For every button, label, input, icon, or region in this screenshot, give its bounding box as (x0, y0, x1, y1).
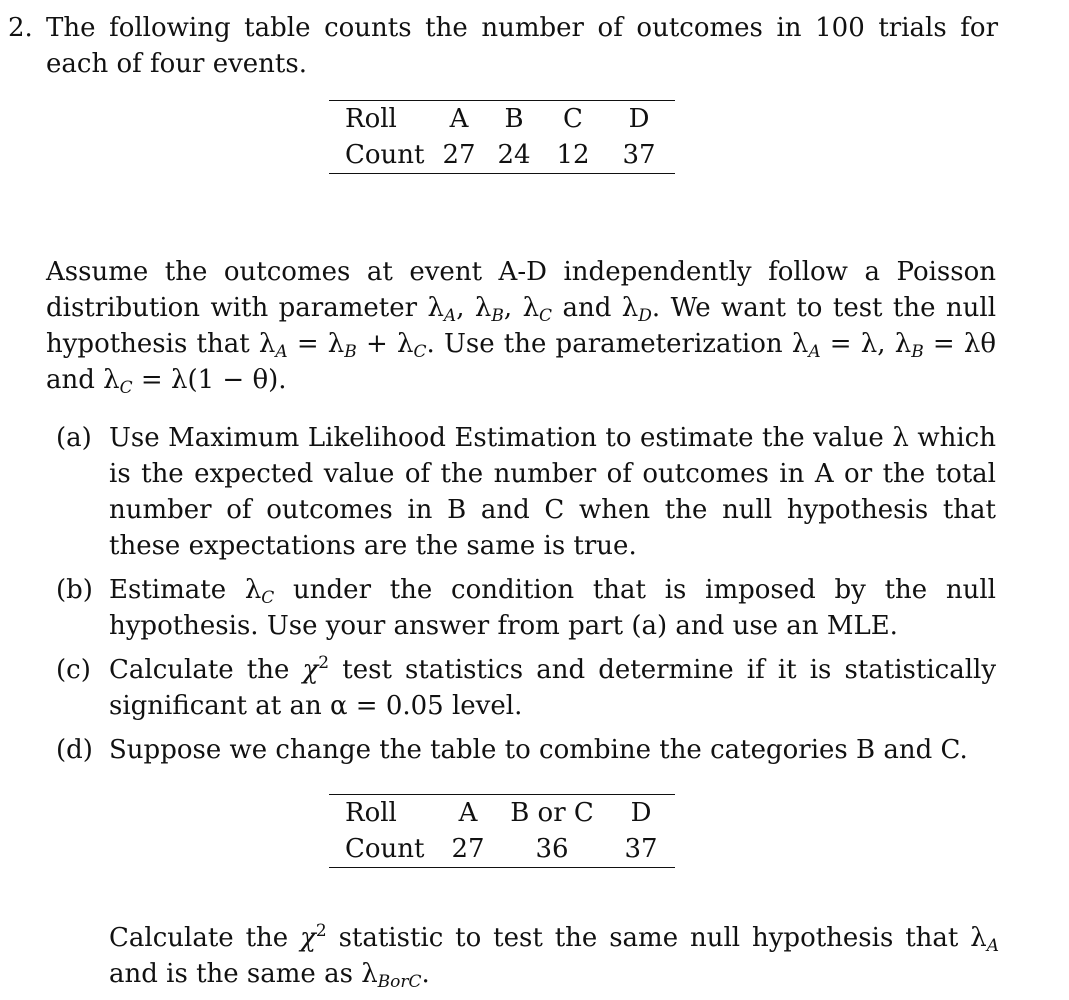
table-header-cell: D (628, 104, 650, 134)
combined-count-table (329, 794, 675, 868)
subpart-a (0, 420, 996, 564)
table-cell: 27 (442, 140, 476, 170)
assumption-text: . We want to test the null hypothesis that (46, 293, 997, 359)
lambda-b-symbol: $\lambda_B$, (474, 293, 513, 326)
subpart-text: test statistics and determine if it is statistically significant at an (109, 655, 997, 721)
table-header-row (329, 795, 675, 832)
subpart-b (0, 572, 996, 644)
subpart-text: Use Maximum Likelihood Estimation to estimate the value λ which is the expected value of the number of outcomes in A or the total number of outcomes in B and C when the null hypothesis that these expectations are the same is true. (109, 423, 996, 561)
param-lambda-c: $\lambda_C = \lambda(1 - \theta)$. (103, 365, 287, 398)
table-cell: 27 (451, 834, 485, 864)
chi-squared-symbol: $\chi^2$ (300, 921, 327, 953)
subpart-label: (a) (56, 423, 92, 453)
outcome-count-table (329, 100, 675, 174)
param-lambda-a: $\lambda_A = \lambda$, (791, 329, 886, 362)
lambda-d-symbol: $\lambda_D$ (621, 293, 652, 326)
table-header-cell: B or C (510, 798, 594, 828)
table-row (329, 831, 675, 868)
problem-2 (0, 10, 1000, 82)
table-cell: 12 (556, 140, 590, 170)
null-hypothesis-equation: $\lambda_A = \lambda_B + \lambda_C$ (258, 329, 427, 362)
lambda-c-symbol: $\lambda_C$ (244, 575, 275, 608)
subpart-label: (d) (56, 735, 93, 765)
param-lambda-b: $\lambda_B = \lambda\theta$ (894, 329, 997, 362)
chi-squared-symbol: $\chi^2$ (302, 653, 330, 685)
assumption-paragraph (46, 254, 996, 398)
subpart-text: Calculate the (109, 655, 290, 685)
lambda-c-symbol: $\lambda_C$ (522, 293, 553, 326)
table-cell: 37 (624, 834, 658, 864)
lambda-a-symbol: $\lambda_A$ (970, 923, 1000, 956)
table-header-cell: C (563, 104, 583, 134)
final-text: Calculate the (109, 923, 289, 953)
table-header-cell: A (449, 104, 469, 134)
table-cell: Count (345, 140, 425, 170)
table-header-row (329, 101, 675, 138)
table-cell: 36 (535, 834, 569, 864)
subpart-c (0, 652, 996, 724)
assumption-text: and (562, 293, 612, 323)
subpart-label: (b) (56, 575, 93, 605)
subpart-text: Suppose we change the table to combine the categories B and C. (109, 735, 968, 765)
alpha-level: α = 0.05 (329, 691, 444, 721)
table-row (329, 137, 675, 174)
table-header-cell: B (504, 104, 524, 134)
problem-intro (0, 10, 998, 82)
intro-text: The following table counts the number of outcomes in 100 trials for each of four events. (46, 13, 998, 79)
table-header-cell: A (458, 798, 478, 828)
table-cell: 24 (497, 140, 531, 170)
subpart-text: Estimate (109, 575, 227, 605)
table-cell: 37 (622, 140, 656, 170)
assumption-text: and (46, 365, 95, 395)
subpart-label: (c) (56, 655, 91, 685)
table-header-cell: Roll (345, 104, 397, 134)
table-cell: Count (345, 834, 425, 864)
final-text: statistic to test the same null hypothesis that (338, 923, 959, 953)
lambda-a-symbol: $\lambda_A$, (427, 293, 465, 326)
subpart-text: under the condition that is imposed by the null hypothesis. Use your answer from part (a) and use an MLE. (109, 575, 996, 641)
table-header-cell: D (630, 798, 652, 828)
lambda-borc-symbol: $\lambda_{BorC}$. (361, 959, 430, 992)
subparts-list (0, 420, 1000, 776)
table-header-cell: Roll (345, 798, 397, 828)
assumption-text: . Use the parameterization (426, 329, 783, 359)
subpart-text: level. (451, 691, 523, 721)
subpart-d (0, 732, 996, 768)
problem-number: 2. (8, 13, 33, 43)
final-text: and is the same as (109, 959, 353, 989)
final-question (109, 920, 999, 992)
assumption-text: Assume the outcomes at event A-D independently follow a Poisson distribution with parameter (46, 257, 996, 323)
